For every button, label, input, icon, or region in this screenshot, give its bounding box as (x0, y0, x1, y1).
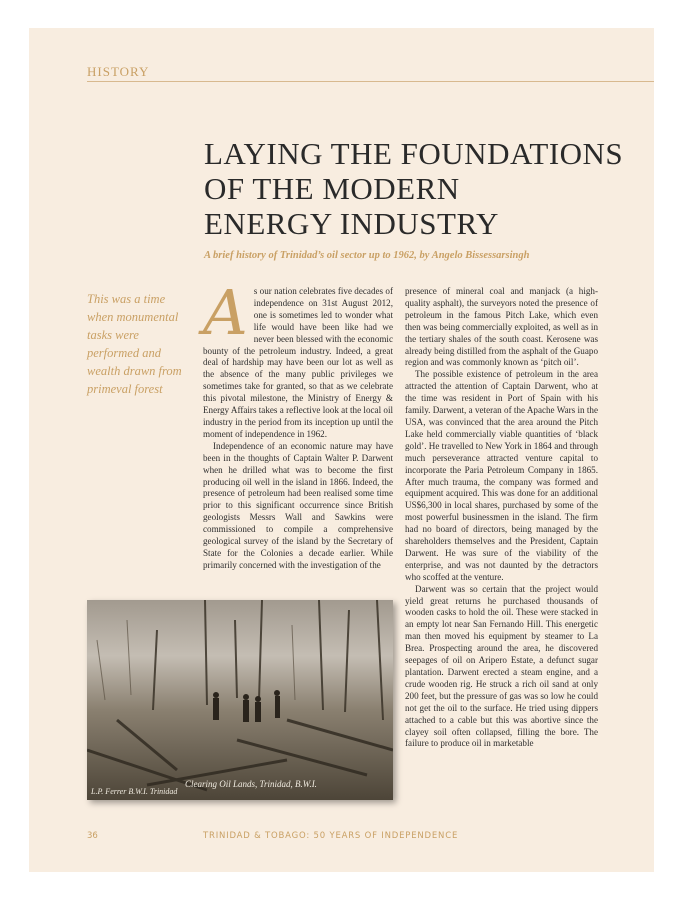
text-column-1 (203, 276, 393, 572)
article-subtitle: A brief history of Trinidad’s oil sector up to 1962, by Angelo Bissessarsingh (204, 250, 530, 261)
drop-cap: A (203, 276, 248, 349)
pull-quote: This was a time when monumental tasks were performed and wealth drawn from primeval forest (87, 292, 182, 396)
publication-title: TRINIDAD & TOBAGO: 50 YEARS OF INDEPENDENCE (203, 831, 459, 841)
paragraph: The possible existence of petroleum in the area attracted the attention of Captain Darwent, who at the time was resident in Port of Spain with his family. Darwent, a veteran of the Apache Wars in the USA, was convinced that the area around the Pitch Lake held commercially viable quantities of ‘black gold’. He travelled to New York in 1864 and through much perseverance attracted venture capital to incorporate the Paria Petroleum Company in 1865. After much trauma, the company was formed and equipment acquired. This was done for an additional US$6,300 in local shares, purchased by some of the most powerful businessmen in the island. The firm had no board of directors, being managed by the shareholders themselves and the President, Captain Darwent. He was sure of the viability of the enterprise, and was not daunted by the detractors who scoffed at the venture. (405, 369, 598, 582)
title-line-3: ENERGY INDUSTRY (204, 206, 499, 241)
section-label: HISTORY (87, 64, 150, 79)
paragraph-text: s our nation celebrates five decades of independence on 31st August 2012, one is sometimes led to wonder what life would have been like had we never been blessed with the economic bounty of the petroleum industry. Indeed, a great deal of hardship may have been our lot as well as the absence of the many public privileges we sometimes take for granted, so that as we celebrate this pivotal milestone, the Ministry of Energy & Energy Affairs takes a reflective look at the local oil industry in the period from its inception up until the moment of independence in 1962. (203, 286, 393, 439)
paragraph (203, 276, 393, 441)
paragraph: Darwent was so certain that the project would yield great returns he purchased thousands of wooden casks to hold the oil. These were stacked in an empty lot near San Fernando Hill. This energetic man then moved his equipment by steamer to La Brea. Prospecting around the area, he discovered seepages of oil on Aripero Estate, a defunct sugar plantation. Darwent erected a steam engine, and a crude wooden rig. He struck a rich oil sand at only 200 feet, but the pressure of gas was so low he could not get the oil to the surface. He tried using dippers attached to a cable but this was abortive since the clayey soil often collapsed, filling the bore. The failure to produce oil in marketable (405, 583, 598, 749)
title-line-2: OF THE MODERN (204, 171, 460, 206)
title-line-1: LAYING THE FOUNDATIONS (204, 136, 624, 171)
header-rule (87, 81, 654, 82)
text-column-2 (405, 286, 598, 750)
photo-caption-credit: L.P. Ferrer B.W.I. Trinidad (91, 787, 178, 796)
paragraph: Independence of an economic nature may have been in the thoughts of Captain Walter P. Darwent when he drilled what was to become the first producing oil well in the island in 1866. Indeed, the presence of petroleum had been realised some time prior to this significant occurrence since British geologists Messrs Wall and Sawkins were commissioned to compile a comprehensive geological survey of the island by the Secretary of State for the Colonies a decade earlier. While primarily concerned with the investigation of the (203, 440, 393, 570)
historic-photo (87, 600, 393, 800)
paragraph: presence of mineral coal and manjack (a high-quality asphalt), the surveyors noted the presence of petroleum in the famous Pitch Lake, which even then was being commercially exploited, as well as in the tertiary shales of the south coast. Kerosene was already being distilled from the asphalt of the Guapo region and was commonly known as ‘pitch oil’. (405, 286, 598, 368)
page (29, 28, 654, 872)
article-title (204, 136, 624, 241)
photo-caption-title: Clearing Oil Lands, Trinidad, B.W.I. (185, 779, 317, 789)
photo-illustration (87, 600, 393, 800)
page-number: 36 (87, 831, 98, 841)
